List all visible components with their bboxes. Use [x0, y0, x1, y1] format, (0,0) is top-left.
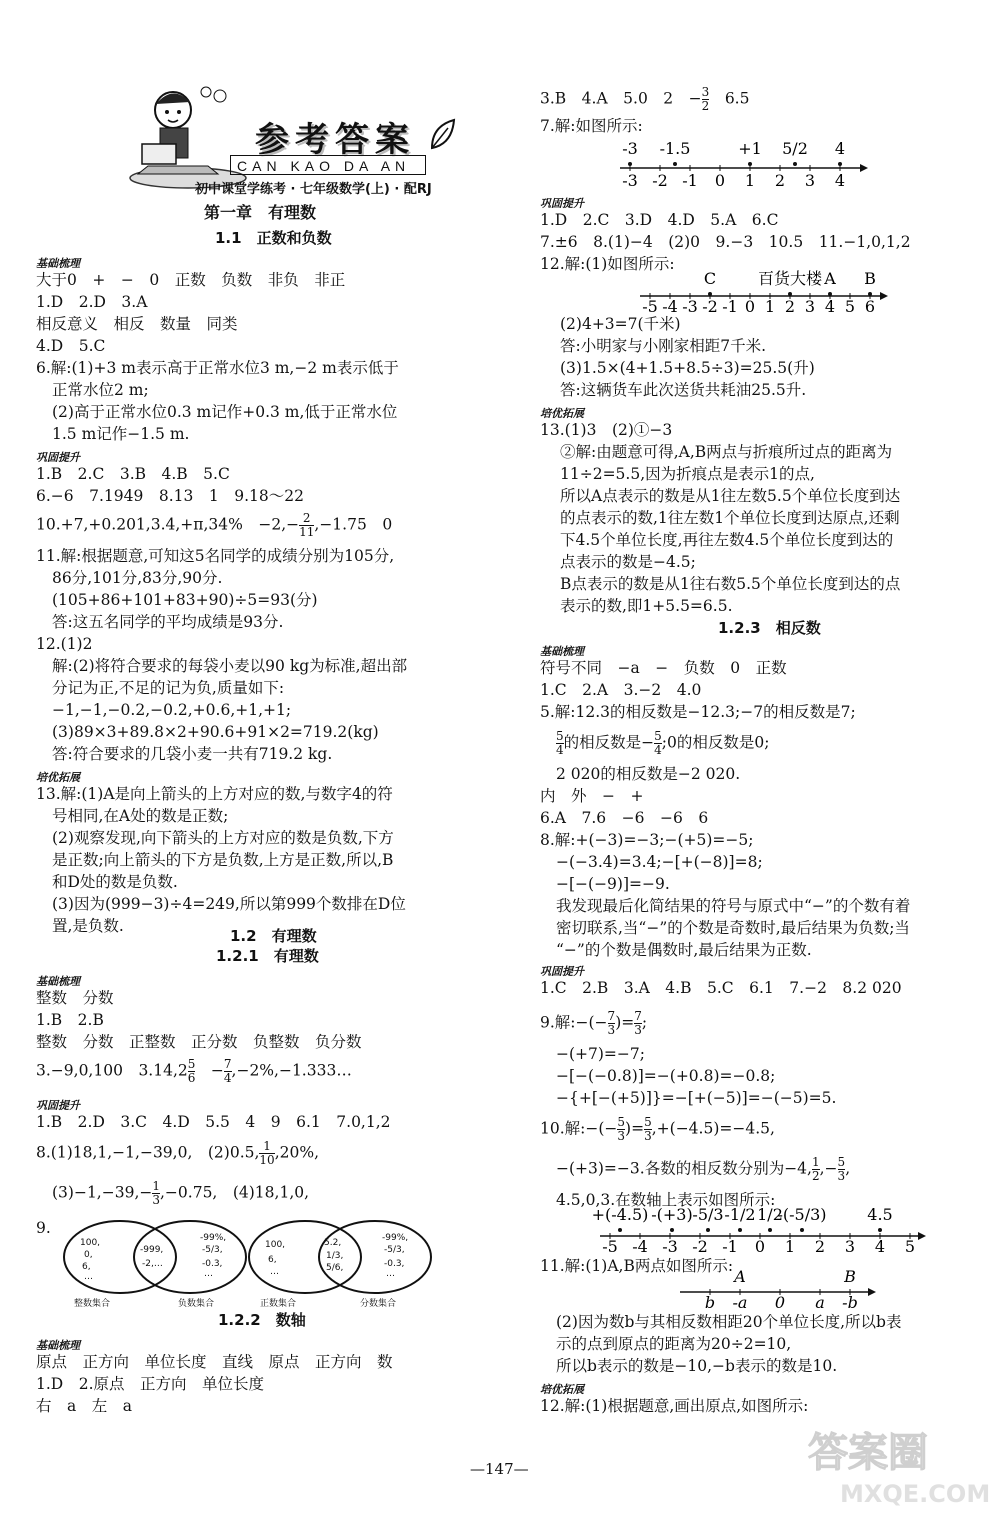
- text: ;0的相反数是0;: [661, 733, 770, 752]
- nl1-point-label: -1.5: [659, 139, 691, 158]
- nl3-point-label: -(+3): [651, 1205, 693, 1224]
- answer-line: [540, 1116, 775, 1143]
- answer-line: (2)观察发现,向下箭头的上方对应的数是负数,下方: [52, 829, 394, 847]
- answer-line: 答:小明家与小刚家相距7千米.: [560, 337, 767, 355]
- answer-line: −[−(−0.8)]=−(+0.8)=−0.8;: [556, 1067, 776, 1085]
- nl2-point-label: C: [703, 269, 717, 288]
- answer-line: “−”的个数是偶数时,最后结果为正数.: [556, 941, 812, 959]
- answer-line: −(+7)=−7;: [556, 1045, 645, 1063]
- nl3-point: [768, 1228, 772, 1232]
- text: −: [195, 1061, 224, 1080]
- text: 6.5: [709, 89, 750, 108]
- answer-line: 6.A 7.6 −6 −6 6: [540, 809, 709, 827]
- numerator: 7: [607, 1009, 616, 1023]
- text: 10.解:−(−: [540, 1119, 618, 1138]
- nl3-point: [670, 1228, 674, 1232]
- answer-line: 1.C 2.A 3.−2 4.0: [540, 681, 702, 699]
- nl2-tick-label: 5: [844, 297, 856, 316]
- nl1-point: [748, 162, 752, 166]
- venn-label: 分数集合: [360, 1299, 397, 1309]
- answer-line: (105+86+101+83+90)÷5=93(分): [52, 591, 318, 609]
- answer-line: 右 a 左 a: [36, 1397, 132, 1415]
- nl2-point-label: B: [864, 269, 876, 288]
- nl2-tick-label: 1: [764, 297, 776, 316]
- text: ,20%,: [274, 1143, 320, 1162]
- answer-line: 正常水位2 m;: [52, 381, 149, 399]
- numerator: 1: [811, 1155, 820, 1169]
- text: ,+(−4.5)=−4.5,: [651, 1119, 775, 1138]
- text: )=: [615, 1013, 635, 1032]
- answer-line: 内 外 − +: [540, 787, 644, 805]
- text: 10.+7,+0.201,3.4,+π,34% −2,−: [36, 515, 300, 534]
- venn-text: …: [386, 1269, 395, 1279]
- nl1-tick-label: -1: [682, 171, 698, 190]
- answer-line: [36, 512, 392, 539]
- nl3-point: [706, 1228, 710, 1232]
- denominator: 4: [556, 743, 564, 757]
- nl1-tick-label: 4: [834, 171, 846, 190]
- answer-line: 2 020的相反数是−2 020.: [556, 765, 741, 783]
- venn-text: 100,: [265, 1240, 286, 1250]
- answer-line: 置,是负数.: [52, 917, 124, 935]
- venn-text: -99%,: [382, 1233, 409, 1243]
- fraction: [654, 730, 662, 757]
- answer-line: (3)1.5×(4+1.5+8.5÷3)=25.5(升): [560, 359, 815, 377]
- answer-line: ②解:由题意可得,A,B两点与折痕所过点的距离为: [560, 443, 893, 461]
- nl3-point-label: 4.5: [867, 1205, 893, 1224]
- fraction: [259, 1140, 274, 1167]
- answer-line: (2)高于正常水位0.3 m记作+0.3 m,低于正常水位: [52, 403, 398, 421]
- nl2-tick-label: -4: [662, 297, 678, 316]
- denominator: 3: [617, 1129, 626, 1143]
- nl1-point: [793, 162, 797, 166]
- nl1-tick-label: -3: [622, 171, 638, 190]
- text: ;: [641, 1013, 648, 1032]
- nl2-tick-label: -3: [682, 297, 698, 316]
- answer-line: 1.B 2.D 3.C 4.D 5.5 4 9 6.1 7.0,1,2: [36, 1113, 391, 1131]
- nl4-tick-label: -b: [842, 1293, 858, 1312]
- answer-line: 4.D 5.C: [36, 337, 106, 355]
- nl2-tick-label: 4: [824, 297, 836, 316]
- section-label: 基础梳理: [540, 645, 584, 658]
- answer-line: 12.(1)2: [36, 635, 93, 653]
- answer-line: 和D处的数是负数.: [52, 873, 178, 891]
- nl1-point-label: 4: [834, 139, 846, 158]
- nl3-tick-label: 2: [814, 1237, 826, 1256]
- nl3-tick-label: -1: [722, 1237, 738, 1256]
- nl2-point-label: 百货大楼: [757, 269, 823, 288]
- chapter-title: 第一章 有理数: [204, 203, 317, 222]
- denominator: 3: [644, 1129, 652, 1143]
- venn-text: -0.3,: [202, 1259, 223, 1269]
- fraction: [556, 730, 564, 757]
- denominator: 10: [259, 1153, 275, 1167]
- text: ,−2%,−1.333…: [231, 1061, 352, 1080]
- nl2-tick-label: 3: [804, 297, 816, 316]
- section-label: 基础梳理: [36, 975, 80, 988]
- nl1-point-label: +1: [738, 139, 762, 158]
- page-title: 参考答案: [255, 120, 415, 160]
- fraction: [634, 1010, 642, 1037]
- fraction: [617, 1116, 625, 1143]
- nl1-tick-label: 1: [744, 171, 756, 190]
- title-pinyin: CAN KAO DA AN: [230, 155, 426, 175]
- denominator: 3: [152, 1193, 160, 1207]
- answer-line: −{+[−(+5)]}=−[+(−5)]=−(−5)=5.: [556, 1089, 837, 1107]
- answer-line: 1.D 2.C 3.D 4.D 5.A 6.C: [540, 211, 779, 229]
- answer-line: B点表示的数是从1往右数5.5个单位长度到达的点: [560, 575, 901, 593]
- nl2-tick-label: 2: [784, 297, 796, 316]
- answer-line: 11.解:根据题意,可知这5名同学的成绩分别为105分,: [36, 547, 395, 565]
- answer-line: 所以b表示的数是−10,−b表示的数是10.: [556, 1357, 838, 1375]
- answer-line: 1.C 2.B 3.A 4.B 5.C 6.1 7.−2 8.2 020: [540, 979, 902, 997]
- answer-line: 12.解:(1)根据题意,画出原点,如图所示:: [540, 1397, 809, 1415]
- answer-line: (3)因为(999−3)÷4=249,所以第999个数排在D位: [52, 895, 406, 913]
- section-label: 培优拓展: [540, 1383, 584, 1396]
- section-label: 基础梳理: [36, 257, 80, 270]
- denominator: 3: [634, 1023, 642, 1037]
- number-line-1: [620, 139, 870, 192]
- number-line-2: [640, 269, 890, 316]
- section-label: 巩固提升: [540, 965, 584, 978]
- venn-text: -0.3,: [384, 1259, 405, 1269]
- answer-line: −1,−1,−0.2,−0.2,+0.6,+1,+1;: [52, 701, 292, 719]
- answer-line: 密切联系,当“−”的个数是奇数时,最后结果为负数;当: [556, 919, 910, 937]
- nl3-tick-label: 4: [874, 1237, 886, 1256]
- answer-line: [52, 1180, 309, 1207]
- section-label: 培优拓展: [36, 771, 80, 784]
- answer-line: [540, 86, 749, 113]
- numerator: 7: [634, 1009, 642, 1023]
- nl3-point: [878, 1228, 882, 1232]
- nl4-tick-label: 0: [774, 1293, 786, 1312]
- nl3-point: [800, 1228, 804, 1232]
- answer-line: 大于0 + − 0 正数 负数 非负 非正: [36, 271, 346, 289]
- text: )=: [625, 1119, 645, 1138]
- nl3-tick-label: -5: [602, 1237, 618, 1256]
- answer-line: 我发现最后化简结果的符号与原式中“−”的个数有着: [556, 897, 911, 915]
- text: −(+3)=−3.各数的相反数分别为−4,: [556, 1159, 812, 1178]
- section-label: 巩固提升: [36, 1099, 80, 1112]
- venn-text: -2,…: [142, 1259, 163, 1269]
- nl1-point: [838, 162, 842, 166]
- fraction: [812, 1156, 820, 1183]
- nl1-tick-label: -2: [652, 171, 668, 190]
- denominator: 11: [299, 525, 315, 539]
- numerator: 1: [263, 1139, 271, 1153]
- answer-line: 所以A点表示的数是从1往左数5.5个单位长度到达: [560, 487, 901, 505]
- answer-line: [556, 1156, 850, 1183]
- book-subtitle: 初中课堂学练考 · 七年级数学(上) · 配RJ: [195, 182, 432, 197]
- cartoon-student-illustration: [128, 82, 248, 192]
- venn-text: 1/3,: [326, 1251, 344, 1261]
- nl3-point: [618, 1228, 622, 1232]
- venn-text: 100,: [80, 1238, 101, 1248]
- nl2-point: [868, 292, 872, 296]
- answer-line: 是正数;向上箭头的下方是负数,上方是正数,所以,B: [52, 851, 394, 869]
- nl3-tick-label: 5: [904, 1237, 916, 1256]
- nl3-tick-label: -4: [632, 1237, 648, 1256]
- nl3-tick-label: -3: [662, 1237, 678, 1256]
- venn-text: 5/6,: [326, 1263, 344, 1273]
- answer-line: 下4.5个单位长度,再往左数4.5个单位长度到达的: [560, 531, 894, 549]
- numerator: 5: [644, 1115, 652, 1129]
- venn-text: …: [270, 1267, 279, 1277]
- fraction: [299, 512, 314, 539]
- watermark-url: MXQE.COM: [840, 1480, 991, 1508]
- text: ,−0.75, (4)18,1,0,: [160, 1183, 310, 1202]
- numerator: 1: [152, 1179, 160, 1193]
- text: 的相反数是−: [563, 733, 655, 752]
- answer-line: 1.B 2.B: [36, 1011, 104, 1029]
- answer-line: [540, 1010, 647, 1037]
- venn-text: 5.2,: [324, 1238, 342, 1248]
- section-1-2-3-title: 1.2.3 相反数: [718, 619, 821, 637]
- nl1-tick-label: 3: [804, 171, 816, 190]
- answer-line: 答:符合要求的几袋小麦一共有719.2 kg.: [52, 745, 333, 763]
- answer-line: 6.解:(1)+3 m表示高于正常水位3 m,−2 m表示低于: [36, 359, 399, 377]
- answer-line: 相反意义 相反 数量 同类: [36, 315, 238, 333]
- venn-text: -99%,: [200, 1233, 227, 1243]
- answer-line: 点表示的数是−4.5;: [560, 553, 696, 571]
- venn-label: 正数集合: [260, 1299, 297, 1309]
- nl4-tick-label: -a: [732, 1293, 748, 1312]
- answer-line: 12.解:(1)如图所示:: [540, 255, 675, 273]
- nl3-point-label: -(-5/3): [777, 1205, 827, 1224]
- venn-text: -999,: [140, 1245, 164, 1255]
- nl1-tick-label: 0: [714, 171, 726, 190]
- nl1-point: [673, 162, 677, 166]
- number-line-3: [591, 1205, 930, 1256]
- text: 3.B 4.A 5.0 2 −: [540, 89, 702, 108]
- watermark-logo: [800, 1420, 995, 1508]
- nl4-tick-label: b: [704, 1293, 716, 1312]
- answer-line: 答:这五名同学的平均成绩是93分.: [52, 613, 284, 631]
- venn-label: 整数集合: [74, 1299, 111, 1309]
- nl2-tick-label: -5: [642, 297, 658, 316]
- section-label: 巩固提升: [36, 451, 80, 464]
- section-label: 巩固提升: [540, 197, 584, 210]
- answer-line: 符号不同 −a − 负数 0 正数: [540, 659, 787, 677]
- nl3-point-label: -5/3: [692, 1205, 724, 1224]
- answer-line: (3)89×3+89.8×2+90.6+91×2=719.2(kg): [52, 723, 379, 741]
- page-number: —147—: [470, 1460, 529, 1478]
- numerator: 5: [187, 1057, 196, 1071]
- nl3-point-label: -1/2: [724, 1205, 756, 1224]
- nl2-point: [788, 292, 792, 296]
- nl1-point-label: -3: [622, 139, 638, 158]
- denominator: 2: [811, 1169, 820, 1183]
- answer-line: (2)因为数b与其相反数相距20个单位长度,所以b表: [556, 1313, 902, 1331]
- answer-line: 1.B 2.C 3.B 4.B 5.C: [36, 465, 230, 483]
- answer-line: 5.解:12.3的相反数是−12.3;−7的相反数是7;: [540, 703, 856, 721]
- text: ,: [845, 1159, 851, 1178]
- text: ,−1.75 0: [314, 515, 393, 534]
- nl3-point-label: +(-4.5): [591, 1205, 649, 1224]
- text: 9.解:−(−: [540, 1013, 608, 1032]
- answer-line: 分记为正,不足的记为负,质量如下:: [52, 679, 285, 697]
- denominator: 6: [187, 1071, 196, 1085]
- nl2-point-label: A: [824, 269, 836, 288]
- section-label: 培优拓展: [540, 407, 584, 420]
- nl2-point: [828, 292, 832, 296]
- nl3-tick-label: -2: [692, 1237, 708, 1256]
- answer-line: 11÷2=5.5,因为折痕点是表示1的点,: [560, 465, 815, 483]
- answer-line: 6.−6 7.1949 8.13 1 9.18～22: [36, 487, 304, 505]
- denominator: 4: [654, 743, 662, 757]
- nl2-tick-label: -2: [702, 297, 718, 316]
- answer-line: −(−3.4)=3.4;−[+(−8)]=8;: [556, 853, 763, 871]
- venn-text: …: [204, 1269, 213, 1279]
- answer-line: 1.D 2.D 3.A: [36, 293, 148, 311]
- venn-text: -5/3,: [202, 1245, 223, 1255]
- venn-text: …: [84, 1272, 93, 1282]
- nl3-tick-label: 0: [754, 1237, 766, 1256]
- answer-line: 号相同,在A处的数是正数;: [52, 807, 229, 825]
- nl1-point: [628, 162, 632, 166]
- nl4-tick-label: a: [815, 1293, 825, 1312]
- answer-line: 4.5,0,3.在数轴上表示如图所示:: [556, 1191, 776, 1209]
- answer-line: 13.(1)3 (2)①−3: [540, 421, 673, 439]
- numerator: 7: [223, 1057, 232, 1071]
- nl2-tick-label: 0: [744, 297, 756, 316]
- number-line-4: [680, 1267, 880, 1314]
- answer-line: 答:这辆货车此次送货共耗油25.5升.: [560, 381, 807, 399]
- text: (3)−1,−39,−: [52, 1183, 153, 1202]
- nl2-tick-label: -1: [722, 297, 738, 316]
- section-1-1-title: 1.1 正数和负数: [215, 229, 332, 247]
- text: ,−: [819, 1159, 838, 1178]
- answer-line: 的点表示的数,1往左数1个单位长度到达原点,还剩: [560, 509, 900, 527]
- numerator: 5: [837, 1155, 846, 1169]
- answer-line: [36, 1058, 352, 1085]
- answer-line: 9.: [36, 1219, 51, 1237]
- nl4-point-label: B: [844, 1267, 856, 1286]
- nl3-point-label: 1/2: [757, 1205, 783, 1224]
- answer-line: [36, 1140, 319, 1167]
- answer-line: −[−(−9)]=−9.: [556, 875, 670, 893]
- venn-diagrams: [60, 1212, 440, 1312]
- section-1-2-1-title: 1.2.1 有理数: [216, 947, 319, 965]
- nl1-tick-label: 2: [774, 171, 786, 190]
- fraction: [224, 1058, 232, 1085]
- numerator: 5: [654, 729, 662, 743]
- venn-text: -5/3,: [384, 1245, 405, 1255]
- nl3-point: [738, 1228, 742, 1232]
- nl3-tick-label: 3: [844, 1237, 856, 1256]
- nl3-tick-label: 1: [784, 1237, 796, 1256]
- answer-line: 11.解:(1)A,B两点如图所示:: [540, 1257, 734, 1275]
- text: 8.(1)18,1,−1,−39,0, (2)0.5,: [36, 1143, 260, 1162]
- answer-line: 13.解:(1)A是向上箭头的上方对应的数,与数字4的符: [36, 785, 393, 803]
- numerator: 3: [701, 85, 710, 99]
- answer-line: 整数 分数: [36, 989, 114, 1007]
- section-1-2-2-title: 1.2.2 数轴: [218, 1311, 306, 1329]
- fraction: [152, 1180, 160, 1207]
- answer-line: 表示的数,即1+5.5=6.5.: [560, 597, 733, 615]
- section-label: 基础梳理: [36, 1339, 80, 1352]
- answer-line: [556, 730, 769, 757]
- denominator: 3: [607, 1023, 616, 1037]
- section-1-2-title: 1.2 有理数: [230, 927, 317, 945]
- answer-line: 7.解:如图所示:: [540, 117, 643, 135]
- answer-line: 8.解:+(−3)=−3;−(+5)=−5;: [540, 831, 754, 849]
- fraction: [644, 1116, 652, 1143]
- answer-line: 解:(2)将符合要求的每袋小麦以90 kg为标准,超出部: [52, 657, 408, 675]
- answer-line: 1.D 2.原点 正方向 单位长度: [36, 1375, 265, 1393]
- numerator: 5: [556, 729, 564, 743]
- denominator: 2: [701, 99, 710, 113]
- venn-text: 6,: [268, 1255, 277, 1265]
- venn-text: 0,: [84, 1250, 93, 1260]
- answer-line: 86分,101分,83分,90分.: [52, 569, 223, 587]
- answer-line: 1.5 m记作−1.5 m.: [52, 425, 190, 443]
- denominator: 3: [837, 1169, 846, 1183]
- venn-label: 负数集合: [178, 1299, 215, 1309]
- answer-line: 7.±6 8.(1)−4 (2)0 9.−3 10.5 11.−1,0,1,2: [540, 233, 911, 251]
- leaf-icon: [428, 118, 458, 152]
- denominator: 4: [223, 1071, 232, 1085]
- venn-text: 6,: [82, 1262, 91, 1272]
- nl2-point: [708, 292, 712, 296]
- nl2-tick-label: 6: [864, 297, 876, 316]
- answer-line: (2)4+3=7(千米): [560, 315, 681, 333]
- answer-line: 整数 分数 正整数 正分数 负整数 负分数: [36, 1033, 362, 1051]
- text: 3.−9,0,100 3.14,2: [36, 1061, 188, 1080]
- answer-line: 示的点到原点的距离为20÷2=10,: [556, 1335, 792, 1353]
- nl4-point-label: A: [734, 1267, 746, 1286]
- numerator: 2: [302, 511, 311, 525]
- watermark-text: 答案圈: [808, 1430, 928, 1476]
- nl1-point-label: 5/2: [782, 139, 808, 158]
- numerator: 5: [617, 1115, 626, 1129]
- answer-line: 原点 正方向 单位长度 直线 原点 正方向 数: [36, 1353, 393, 1371]
